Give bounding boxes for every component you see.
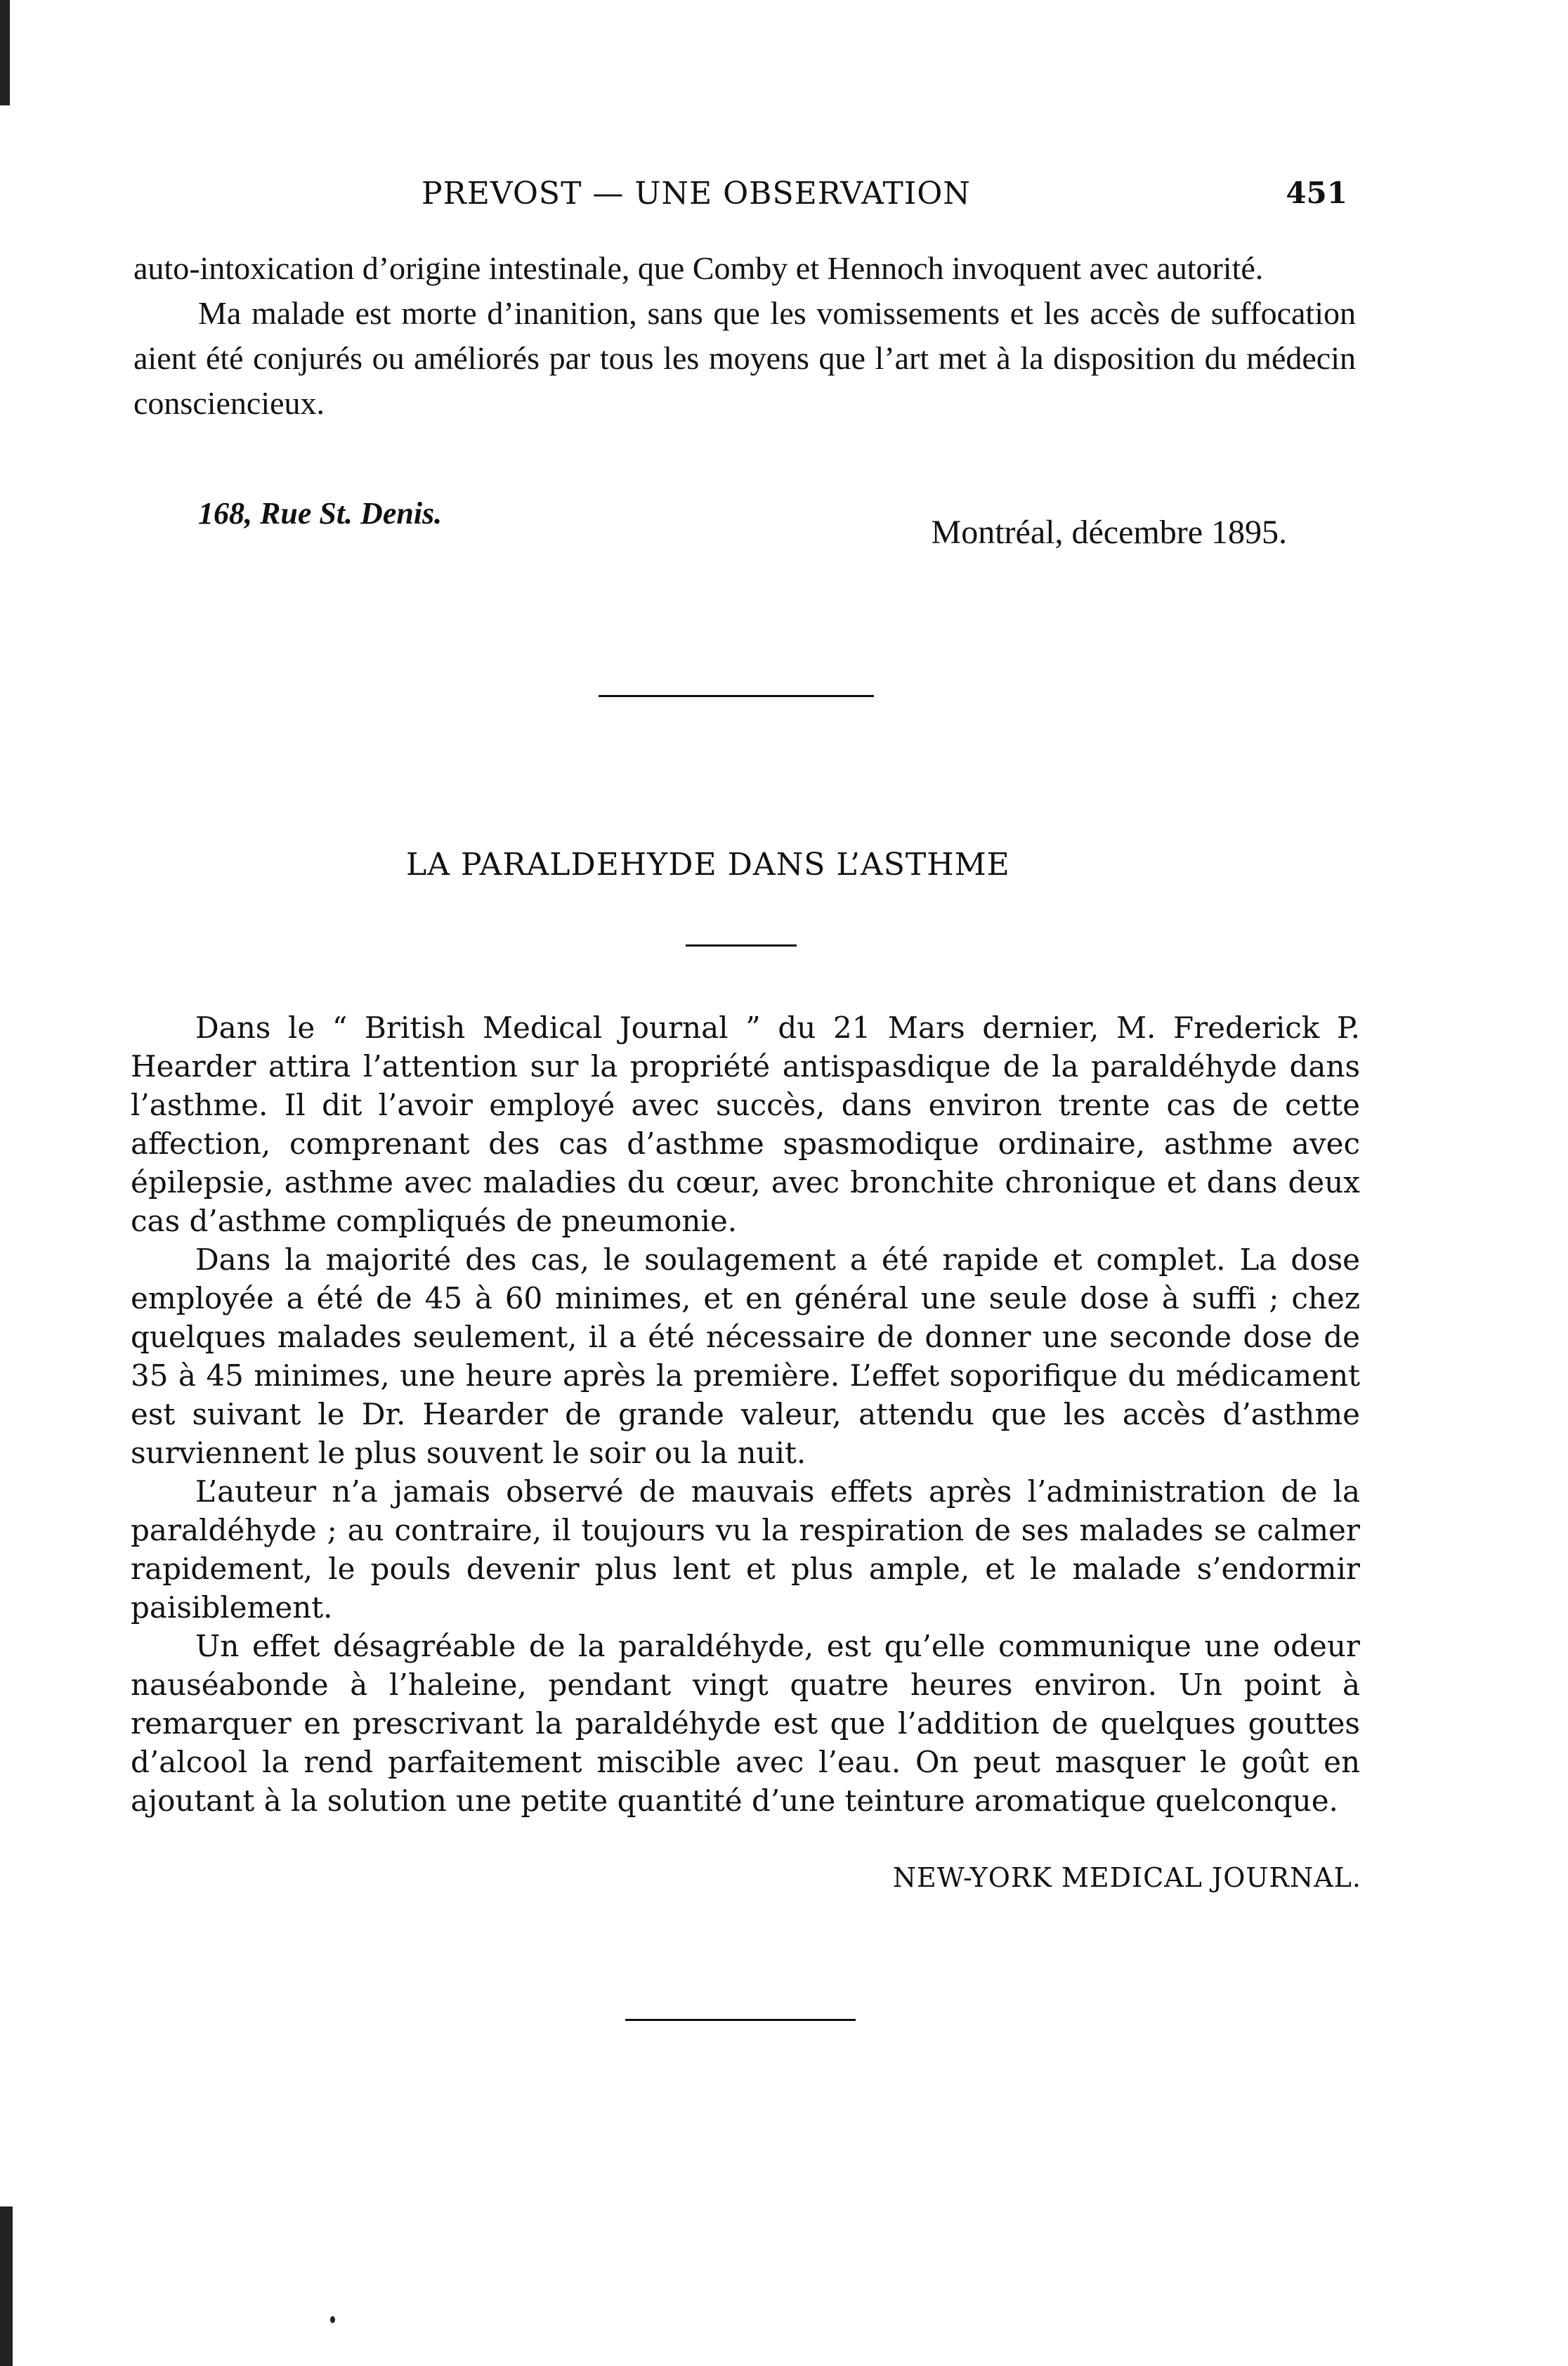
ink-speck [330, 2316, 335, 2323]
scan-edge-mark [0, 2206, 13, 2366]
dateline: Montréal, décembre 1895. [931, 514, 1287, 551]
previous-article-text [133, 246, 1356, 426]
article-title: LA PARALDEHYDE DANS L’ASTHME [406, 847, 1010, 883]
paragraph: Dans le “ British Medical Journal ” du 21 Mars dernier, M. Frederick P. Hearder attira l’attention sur la propriété antispasdique de la paraldéhyde dans l’asthme. Il dit l’avoir employé avec succès, dans environ trente cas de cette affection, comprenant des cas d’asthme spasmodique ordinaire, asthme avec épilepsie, asthme avec maladies du cœur, avec bronchite chronique et dans deux cas d’asthme compliqués de pneumonie. [131, 1010, 1360, 1238]
page-number: 451 [1286, 176, 1347, 210]
paragraph: L’auteur n’a jamais observé de mauvais effets après l’administration de la paraldéhyde ; au contraire, il toujours vu la respiration de ses malades se calmer rapidement, le pouls devenir plus lent et plus ample, et le malade s’endormir paisiblement. [131, 1474, 1360, 1625]
paragraph: Dans la majorité des cas, le soulagement a été rapide et complet. La dose employée a été de 45 à 60 minimes, et en général une seule dose à suffi ; chez quelques malades seulement, il a été nécessaire de donner une seconde dose de 35 à 45 minimes, une heure après la première. L’effet soporifique du médicament est suivant le Dr. Hearder de grande valeur, attendu que les accès d’asthme surviennent le plus souvent le soir ou la nuit. [131, 1242, 1360, 1470]
scan-edge-mark [0, 0, 10, 105]
running-head: PREVOST — UNE OBSERVATION [422, 176, 971, 212]
end-divider [625, 2019, 856, 2021]
paragraph: Ma malade est morte d’inanition, sans que les vomissements et les accès de suffocation aient été conjurés ou améliorés par tous les moyens que l’art met à la disposition du médecin consciencieux. [133, 295, 1356, 421]
paragraph: Un effet désagréable de la paraldéhyde, est qu’elle communique une odeur nauséabonde à l’haleine, pendant vingt quatre heures environ. Un point à remarquer en prescrivant la paraldéhyde est que l’addition de quelques gouttes d’alcool la rend parfaitement miscible avec l’eau. On peut masquer le goût en ajoutant à la solution une petite quantité d’une teinture aromatique quelconque. [131, 1629, 1360, 1818]
author-address: 168, Rue St. Denis. [198, 496, 443, 531]
title-underline [686, 944, 797, 947]
section-divider [599, 695, 874, 697]
paragraph: auto-intoxication d’origine intestinale, que Comby et Hennoch invoquent avec autorité. [133, 250, 1264, 286]
article-body [131, 1008, 1360, 1820]
source-citation: NEW-YORK MEDICAL JOURNAL. [892, 1862, 1361, 1893]
